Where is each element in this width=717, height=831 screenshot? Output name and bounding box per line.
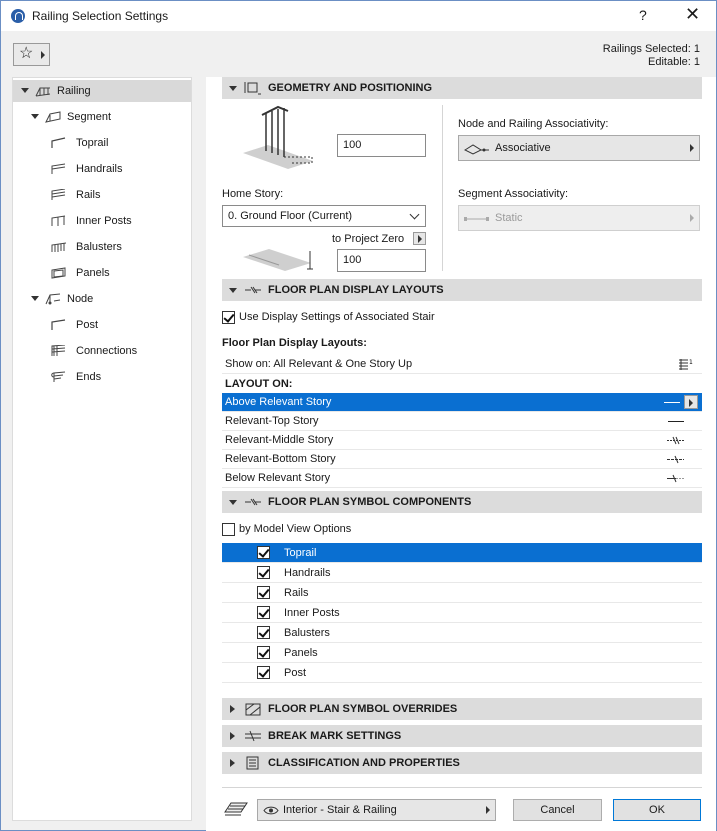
handrails-icon (51, 163, 67, 175)
railings-selected-text: Railings Selected: 1 (602, 43, 700, 55)
tree-label: Railing (57, 85, 91, 97)
connections-icon (51, 345, 67, 357)
layout-row-text: Above Relevant Story (225, 396, 332, 408)
tree-label: Post (76, 319, 99, 331)
row-menu-button[interactable] (684, 395, 698, 409)
toprail-icon (51, 137, 67, 149)
component-row-handrails[interactable] (222, 563, 702, 583)
by-mvo-label: by Model View Options (239, 523, 352, 535)
model-view-options-icon (223, 800, 249, 818)
arrow-right-icon (690, 214, 694, 222)
arrow-right-icon (690, 144, 694, 152)
tree-item-rails[interactable] (13, 184, 191, 206)
component-label: Panels (284, 647, 318, 659)
tree-item-post[interactable] (13, 314, 191, 336)
railing-icon (35, 85, 51, 97)
post-icon (51, 319, 67, 331)
section-symbol-components-header[interactable] (222, 491, 702, 513)
footer-divider (222, 787, 702, 788)
tree-item-handrails[interactable] (13, 158, 191, 180)
component-checkbox[interactable] (257, 546, 270, 559)
section-title: FLOOR PLAN DISPLAY LAYOUTS (268, 284, 444, 296)
tree-item-segment[interactable] (13, 106, 191, 128)
layout-on-label: LAYOUT ON: (225, 378, 293, 390)
tree-label: Connections (76, 345, 138, 357)
view-option-value: Interior - Stair & Railing (283, 804, 397, 816)
tree-label: Toprail (76, 137, 109, 149)
chevron-down-icon (410, 210, 420, 220)
settings-tree (12, 77, 192, 821)
section-floor-plan-layouts-header[interactable] (222, 279, 702, 301)
component-row-panels[interactable] (222, 643, 702, 663)
component-checkbox[interactable] (257, 586, 270, 599)
title-bar (1, 1, 716, 31)
collapse-arrow-icon (31, 296, 39, 301)
by-mvo-checkbox[interactable] (222, 523, 235, 536)
symbol-overrides-icon (244, 702, 262, 716)
show-on-row[interactable] (222, 355, 702, 374)
tree-item-ends[interactable] (13, 366, 191, 388)
offset-preview-icon (239, 245, 319, 275)
geometry-icon (244, 81, 262, 95)
break-line-icon (667, 474, 684, 483)
expand-arrow-icon (229, 500, 237, 505)
window-title: Railing Selection Settings (32, 9, 169, 23)
line-style-icon (664, 402, 680, 403)
tree-item-toprail[interactable] (13, 132, 191, 154)
section-symbol-overrides-header[interactable] (222, 698, 702, 720)
favorites-button[interactable] (13, 43, 50, 66)
layout-row-text: Relevant-Bottom Story (225, 453, 336, 465)
tree-item-inner-posts[interactable] (13, 210, 191, 232)
component-label: Toprail (284, 547, 317, 559)
use-stair-settings-checkbox[interactable] (222, 311, 235, 324)
component-label: Post (284, 667, 307, 679)
segment-assoc-select[interactable] (458, 205, 700, 231)
archicad-logo-icon (11, 9, 25, 23)
collapsed-arrow-icon (230, 705, 235, 713)
layout-row-text: Relevant-Top Story (225, 415, 319, 427)
layout-row-relevant-bottom[interactable] (222, 450, 702, 469)
segment-assoc-value: Static (495, 212, 523, 224)
tree-label: Panels (76, 267, 110, 279)
node-assoc-label: Node and Railing Associativity: (458, 118, 609, 130)
component-label: Handrails (284, 567, 331, 579)
tree-item-panels[interactable] (13, 262, 191, 284)
component-checkbox[interactable] (257, 566, 270, 579)
segment-icon (45, 111, 61, 123)
segment-assoc-label: Segment Associativity: (458, 188, 569, 200)
associative-icon (463, 142, 491, 156)
expand-arrow-icon (229, 288, 237, 293)
line-style-icon (668, 421, 684, 422)
break-line-icon (667, 455, 684, 464)
component-checkbox[interactable] (257, 666, 270, 679)
selection-info (603, 43, 700, 69)
layout-row-text: Below Relevant Story (225, 472, 331, 484)
balusters-icon (51, 241, 67, 253)
section-classification-header[interactable] (222, 752, 702, 774)
to-project-zero-label: to Project Zero (332, 233, 405, 245)
tree-label: Handrails (76, 163, 123, 175)
layout-row-below[interactable] (222, 469, 702, 488)
use-stair-settings-label: Use Display Settings of Associated Stair (239, 311, 435, 323)
floor-plan-icon (244, 495, 262, 509)
section-break-mark-header[interactable] (222, 725, 702, 747)
section-title: FLOOR PLAN SYMBOL OVERRIDES (268, 703, 458, 715)
break-mark-icon (244, 729, 262, 743)
section-geometry-header[interactable] (222, 77, 702, 99)
home-story-value: 0. Ground Floor (Current) (228, 210, 353, 222)
ok-button[interactable]: OK (613, 799, 701, 821)
floor-plan-icon (244, 283, 262, 297)
star-icon: ☆ (19, 45, 34, 62)
vertical-divider (442, 105, 443, 271)
component-row-toprail[interactable] (222, 543, 702, 563)
home-story-label: Home Story: (222, 188, 284, 200)
section-title: BREAK MARK SETTINGS (268, 730, 402, 742)
component-label: Rails (284, 587, 309, 599)
break-line-icon (667, 436, 684, 445)
component-row-post[interactable] (222, 663, 702, 683)
tree-label: Segment (67, 111, 112, 123)
arrow-right-icon (418, 235, 422, 243)
static-icon (463, 212, 491, 226)
section-title: CLASSIFICATION AND PROPERTIES (268, 757, 460, 769)
component-row-inner-posts[interactable] (222, 603, 702, 623)
tree-label: Balusters (76, 241, 122, 253)
layout-row-relevant-top[interactable] (222, 412, 702, 431)
inner-posts-icon (51, 215, 67, 227)
component-checkbox[interactable] (257, 606, 270, 619)
tree-label: Rails (76, 189, 101, 201)
node-icon (45, 293, 61, 305)
component-label: Inner Posts (284, 607, 340, 619)
eye-icon (263, 805, 279, 816)
svg-text:1: 1 (689, 359, 693, 366)
railing-height-preview-icon (238, 105, 318, 175)
ends-icon (51, 371, 67, 383)
node-assoc-value: Associative (495, 142, 551, 154)
view-option-select[interactable] (257, 799, 496, 821)
stair-story-icon (678, 358, 694, 371)
panels-icon (51, 267, 67, 279)
reference-level-button[interactable] (413, 232, 426, 245)
expand-arrow-icon (229, 86, 237, 91)
tree-label: Ends (76, 371, 102, 383)
arrow-right-icon (689, 399, 693, 407)
railing-height-input[interactable]: 100 (337, 134, 426, 157)
tree-item-balusters[interactable] (13, 236, 191, 258)
show-on-text: Show on: All Relevant & One Story Up (225, 358, 413, 370)
tree-item-node[interactable] (13, 288, 191, 310)
component-label: Balusters (284, 627, 330, 639)
section-title: GEOMETRY AND POSITIONING (268, 82, 432, 94)
arrow-right-icon (486, 806, 490, 814)
help-button[interactable]: ? (639, 7, 647, 23)
section-title: FLOOR PLAN SYMBOL COMPONENTS (268, 496, 472, 508)
home-story-select[interactable] (222, 205, 426, 227)
arrow-right-icon (41, 51, 45, 59)
floor-plan-layouts-subtitle: Floor Plan Display Layouts: (222, 337, 367, 349)
tree-label: Inner Posts (76, 215, 132, 227)
layout-row-above[interactable] (222, 393, 702, 412)
component-checkbox[interactable] (257, 646, 270, 659)
editable-text: Editable: 1 (648, 56, 700, 68)
classification-icon (244, 756, 262, 770)
tree-label: Node (67, 293, 94, 305)
layout-row-text: Relevant-Middle Story (225, 434, 334, 446)
tree-item-railing[interactable] (13, 80, 191, 102)
tree-item-connections[interactable] (13, 340, 191, 362)
offset-input[interactable]: 100 (337, 249, 426, 272)
node-assoc-select[interactable] (458, 135, 700, 161)
collapse-arrow-icon (21, 88, 29, 93)
collapsed-arrow-icon (230, 732, 235, 740)
component-row-rails[interactable] (222, 583, 702, 603)
layout-row-relevant-middle[interactable] (222, 431, 702, 450)
close-button[interactable]: ✕ (685, 4, 701, 24)
cancel-button[interactable]: Cancel (513, 799, 602, 821)
component-checkbox[interactable] (257, 626, 270, 639)
component-row-balusters[interactable] (222, 623, 702, 643)
rails-icon (51, 189, 67, 201)
collapse-arrow-icon (31, 114, 39, 119)
collapsed-arrow-icon (230, 759, 235, 767)
